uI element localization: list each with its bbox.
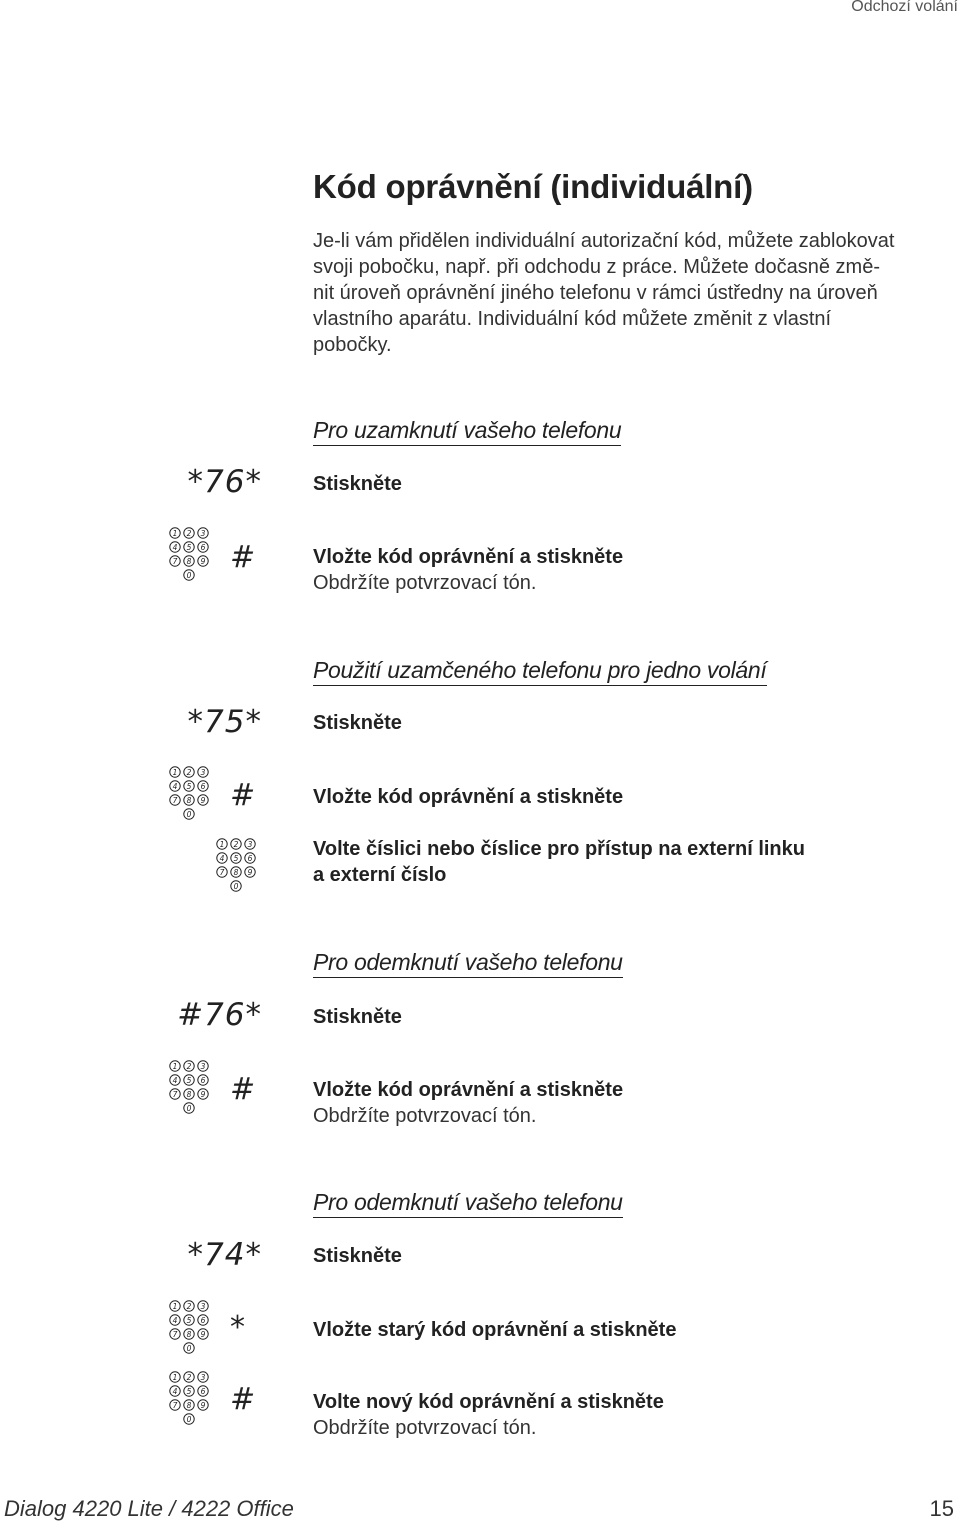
svg-text:9: 9 bbox=[247, 867, 253, 877]
svg-text:2: 2 bbox=[233, 839, 239, 849]
svg-text:0: 0 bbox=[186, 1343, 192, 1353]
keypad-icon bbox=[169, 1371, 209, 1427]
code-lock: *76* bbox=[187, 464, 262, 500]
code-single-call: *75* bbox=[187, 704, 262, 740]
svg-text:8: 8 bbox=[186, 1089, 192, 1099]
intro-paragraph bbox=[313, 228, 953, 358]
svg-text:2: 2 bbox=[186, 1301, 192, 1311]
svg-text:4: 4 bbox=[172, 1386, 178, 1396]
step-enter-code bbox=[313, 544, 623, 596]
svg-text:8: 8 bbox=[186, 1329, 192, 1339]
svg-text:2: 2 bbox=[186, 767, 192, 777]
step-old-code: Vložte starý kód oprávnění a stiskněte bbox=[313, 1319, 677, 1341]
svg-text:4: 4 bbox=[172, 781, 178, 791]
svg-text:8: 8 bbox=[233, 867, 239, 877]
step-press: Stiskněte bbox=[313, 1006, 402, 1028]
svg-text:9: 9 bbox=[200, 1329, 206, 1339]
step-label: Vložte kód oprávnění a stiskněte bbox=[313, 1079, 624, 1101]
step-label: Volte číslici nebo číslice pro přístup na externí linku bbox=[313, 838, 805, 860]
svg-text:3: 3 bbox=[200, 528, 206, 538]
svg-text:6: 6 bbox=[200, 542, 206, 552]
svg-text:1: 1 bbox=[172, 528, 178, 538]
page-number: 15 bbox=[929, 1496, 954, 1521]
svg-text:9: 9 bbox=[200, 795, 206, 805]
svg-text:2: 2 bbox=[186, 528, 192, 538]
star-key-icon: * bbox=[230, 1310, 245, 1345]
svg-text:4: 4 bbox=[172, 1315, 178, 1325]
intro-line: Je-li vám přidělen individuální autorizační kód, můžete zablokovat bbox=[313, 230, 895, 252]
step-label: Vložte kód oprávnění a stiskněte bbox=[313, 546, 624, 568]
svg-text:6: 6 bbox=[200, 1075, 206, 1085]
keypad-icon bbox=[169, 766, 209, 822]
intro-line: pobočky. bbox=[313, 334, 392, 356]
running-header: Odchozí volání bbox=[851, 0, 958, 15]
svg-text:7: 7 bbox=[172, 556, 178, 566]
svg-text:6: 6 bbox=[200, 781, 206, 791]
hash-key-icon: # bbox=[230, 1382, 256, 1417]
section-heading-lock: Pro uzamknutí vašeho telefonu bbox=[313, 416, 621, 446]
intro-line: vlastního aparátu. Individuální kód můžete změnit z vlastní bbox=[313, 308, 832, 330]
intro-line: svoji pobočku, např. při odchodu z práce. Můžete dočasně změ- bbox=[313, 256, 880, 278]
keypad-icon bbox=[169, 1300, 209, 1356]
hash-key-icon: # bbox=[230, 778, 256, 813]
svg-text:8: 8 bbox=[186, 795, 192, 805]
svg-text:0: 0 bbox=[186, 1103, 192, 1113]
svg-text:1: 1 bbox=[219, 839, 225, 849]
step-note: Obdržíte potvrzovací tón. bbox=[313, 572, 537, 594]
step-label-cont: a externí číslo bbox=[313, 864, 447, 886]
hash-key-icon: # bbox=[230, 540, 256, 575]
svg-text:5: 5 bbox=[186, 781, 192, 791]
svg-text:7: 7 bbox=[172, 1400, 178, 1410]
step-dial-external bbox=[313, 836, 805, 888]
svg-text:3: 3 bbox=[200, 1061, 206, 1071]
svg-text:0: 0 bbox=[186, 809, 192, 819]
svg-text:3: 3 bbox=[200, 1301, 206, 1311]
svg-text:0: 0 bbox=[186, 570, 192, 580]
keypad-icon bbox=[216, 838, 256, 894]
svg-text:4: 4 bbox=[219, 853, 225, 863]
svg-text:1: 1 bbox=[172, 1301, 178, 1311]
page-title: Kód oprávnění (individuální) bbox=[313, 168, 753, 205]
svg-text:5: 5 bbox=[233, 853, 239, 863]
step-new-code bbox=[313, 1389, 664, 1441]
svg-text:7: 7 bbox=[172, 1329, 178, 1339]
intro-line: nit úroveň oprávnění jiného telefonu v rámci ústředny na úroveň bbox=[313, 282, 878, 304]
svg-text:0: 0 bbox=[233, 881, 239, 891]
svg-text:2: 2 bbox=[186, 1061, 192, 1071]
svg-text:4: 4 bbox=[172, 542, 178, 552]
step-enter-code bbox=[313, 1077, 623, 1129]
svg-text:5: 5 bbox=[186, 1315, 192, 1325]
keypad-icon bbox=[169, 1060, 209, 1116]
code-unlock: #76* bbox=[177, 997, 262, 1033]
svg-text:7: 7 bbox=[219, 867, 225, 877]
svg-text:6: 6 bbox=[200, 1315, 206, 1325]
footer-product: Dialog 4220 Lite / 4222 Office bbox=[4, 1496, 294, 1521]
svg-text:7: 7 bbox=[172, 795, 178, 805]
step-note: Obdržíte potvrzovací tón. bbox=[313, 1105, 537, 1127]
step-press: Stiskněte bbox=[313, 712, 402, 734]
step-enter-code: Vložte kód oprávnění a stiskněte bbox=[313, 786, 624, 808]
hash-key-icon: # bbox=[230, 1072, 256, 1107]
svg-text:8: 8 bbox=[186, 556, 192, 566]
svg-text:9: 9 bbox=[200, 1089, 206, 1099]
section-heading-change-code: Pro odemknutí vašeho telefonu bbox=[313, 1188, 623, 1218]
svg-text:2: 2 bbox=[186, 1372, 192, 1382]
svg-text:3: 3 bbox=[200, 1372, 206, 1382]
step-press: Stiskněte bbox=[313, 473, 402, 495]
svg-text:6: 6 bbox=[200, 1386, 206, 1396]
svg-text:5: 5 bbox=[186, 1386, 192, 1396]
svg-text:7: 7 bbox=[172, 1089, 178, 1099]
svg-text:5: 5 bbox=[186, 1075, 192, 1085]
svg-text:1: 1 bbox=[172, 1372, 178, 1382]
svg-text:8: 8 bbox=[186, 1400, 192, 1410]
svg-text:3: 3 bbox=[247, 839, 253, 849]
svg-text:1: 1 bbox=[172, 767, 178, 777]
svg-text:0: 0 bbox=[186, 1414, 192, 1424]
step-label: Volte nový kód oprávnění a stiskněte bbox=[313, 1391, 664, 1413]
code-change: *74* bbox=[187, 1237, 262, 1273]
svg-text:5: 5 bbox=[186, 542, 192, 552]
step-note: Obdržíte potvrzovací tón. bbox=[313, 1417, 537, 1439]
svg-text:3: 3 bbox=[200, 767, 206, 777]
svg-text:1: 1 bbox=[172, 1061, 178, 1071]
section-heading-single-call: Použití uzamčeného telefonu pro jedno volání bbox=[313, 656, 767, 686]
svg-text:4: 4 bbox=[172, 1075, 178, 1085]
keypad-icon bbox=[169, 527, 209, 583]
step-press: Stiskněte bbox=[313, 1245, 402, 1267]
section-heading-unlock: Pro odemknutí vašeho telefonu bbox=[313, 948, 623, 978]
svg-text:9: 9 bbox=[200, 1400, 206, 1410]
svg-text:6: 6 bbox=[247, 853, 253, 863]
svg-text:9: 9 bbox=[200, 556, 206, 566]
